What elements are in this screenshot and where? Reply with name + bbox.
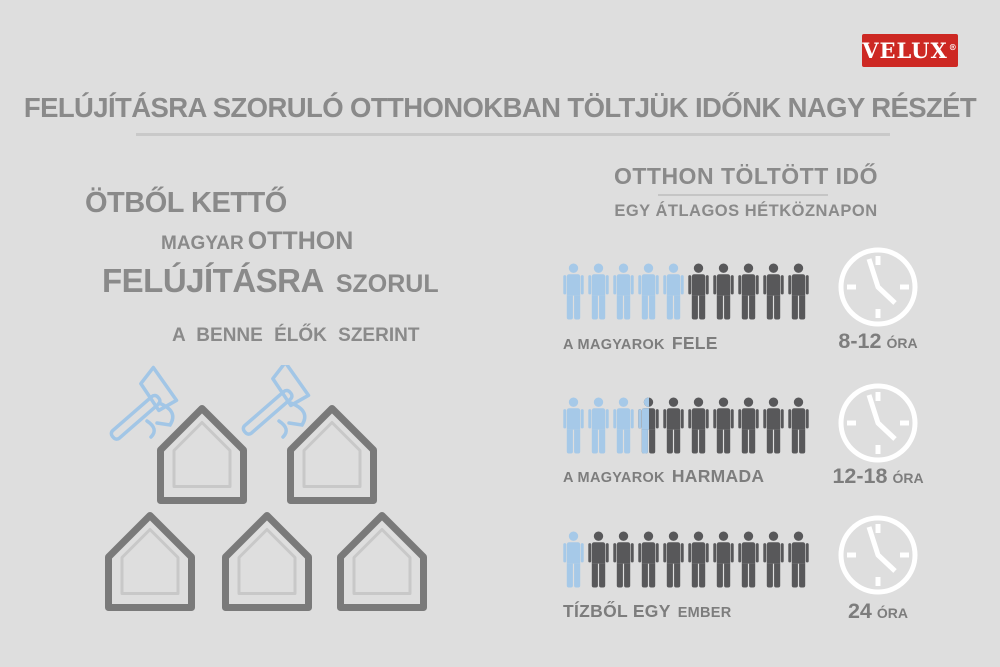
row-label-part: FELE [671, 333, 718, 353]
person-icon [788, 396, 809, 455]
person-icon [638, 530, 659, 589]
pictogram-row-label [563, 333, 718, 354]
person-icon [663, 396, 684, 455]
pictogram-row-label [563, 601, 732, 622]
house-icon [109, 516, 192, 608]
fact-line-3 [102, 262, 439, 300]
fact-line-3-small: SZORUL [335, 270, 439, 298]
person-icon-highlighted [588, 396, 609, 455]
person-icon [688, 262, 709, 321]
person-half-overlay [638, 396, 649, 455]
person-icon-highlighted [563, 262, 584, 321]
right-panel-subheading: EGY ÁTLAGOS HÉTKÖZNAPON [614, 202, 878, 220]
clock-label [778, 329, 978, 354]
impact-marks-icon [279, 403, 305, 437]
clock-hours-unit: ÓRA [892, 470, 924, 486]
fact-line-2 [161, 227, 353, 256]
person-icon [688, 530, 709, 589]
person-icon [713, 396, 734, 455]
person-icon [738, 530, 759, 589]
person-icon [588, 530, 609, 589]
person-icon-highlighted [563, 530, 584, 589]
main-title: FELÚJÍTÁSRA SZORULÓ OTTHONOKBAN TÖLTJÜK IDŐNK NAGY RÉSZÉT [23, 92, 977, 123]
pictogram-row [563, 262, 813, 321]
person-icon [688, 396, 709, 455]
clock-icon [836, 381, 920, 465]
pictogram-row-label [563, 466, 764, 487]
row-label-part: EMBER [677, 605, 732, 621]
person-icon [763, 396, 784, 455]
person-icon [713, 530, 734, 589]
person-icon [763, 530, 784, 589]
fact-line-2-small: MAGYAR [161, 233, 244, 254]
fact-line-1: ÖTBŐL KETTŐ [85, 187, 287, 219]
houses-illustration [75, 365, 515, 645]
row-label-part: HARMADA [671, 466, 765, 486]
person-icon [738, 262, 759, 321]
person-icon-highlighted [588, 262, 609, 321]
person-icon-highlighted [613, 396, 634, 455]
pictogram-row [563, 530, 813, 589]
person-icon [613, 530, 634, 589]
person-icon [738, 396, 759, 455]
clock-label [778, 599, 978, 624]
house-icon [226, 516, 309, 608]
row-label-part: A MAGYAROK [563, 337, 665, 353]
person-icon [788, 262, 809, 321]
clock-icon [836, 513, 920, 597]
fact-line-3-large: FELÚJÍTÁSRA [102, 262, 324, 299]
row-label-part: A MAGYAROK [563, 470, 665, 486]
person-icon-highlighted [563, 396, 584, 455]
clock-hours-value: 24 [847, 599, 872, 623]
house-icon [341, 516, 424, 608]
velux-logo-text: VELUX [862, 38, 948, 63]
clock-hours-unit: ÓRA [876, 605, 909, 621]
person-icon [763, 262, 784, 321]
title-divider [136, 133, 890, 136]
fact-line-4: A BENNE ÉLŐK SZERINT [172, 325, 420, 346]
pictogram-row [563, 396, 813, 455]
clock-hours-unit: ÓRA [886, 335, 918, 351]
fact-line-2-large: OTTHON [247, 227, 354, 255]
hammer-icon [228, 365, 312, 443]
clock-hours-value: 8-12 [838, 329, 882, 353]
clock-icon [836, 245, 920, 329]
person-icon-highlighted [613, 262, 634, 321]
person-icon-highlighted [638, 262, 659, 321]
person-icon [663, 530, 684, 589]
person-icon-half-highlighted [638, 396, 659, 455]
right-panel-divider [658, 194, 828, 196]
registered-mark-icon: ® [948, 41, 958, 52]
person-icon [788, 530, 809, 589]
clock-hours-value: 12-18 [832, 464, 888, 488]
person-icon-highlighted [663, 262, 684, 321]
person-icon [713, 262, 734, 321]
velux-logo [862, 34, 958, 67]
clock-label [778, 464, 978, 489]
right-panel-heading: OTTHON TÖLTÖTT IDŐ [613, 163, 879, 189]
row-label-part: TÍZBŐL EGY [563, 601, 671, 621]
